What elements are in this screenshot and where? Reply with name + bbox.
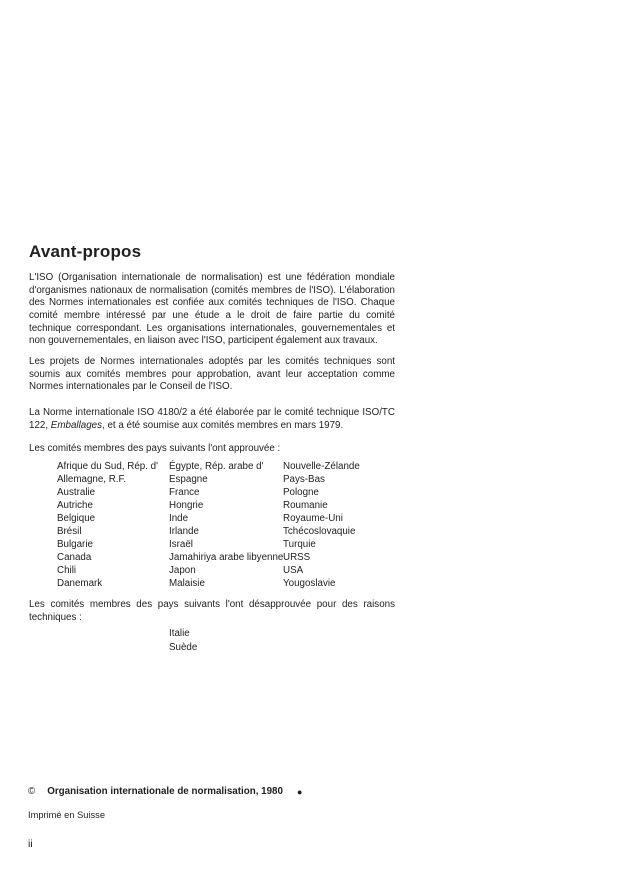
- paragraph-standard-origin-before: La Norme internationale ISO 4180/2 a été élaborée par le comité technique ISO/TC 122,: [29, 406, 395, 431]
- country-item: USA: [283, 565, 304, 576]
- country-item: Malaisie: [169, 578, 205, 589]
- approving-countries-list: [57, 460, 360, 590]
- country-item: Nouvelle-Zélande: [283, 461, 360, 472]
- country-item: Espagne: [169, 474, 208, 485]
- country-item: Australie: [57, 487, 96, 498]
- approving-countries-column-2: [169, 460, 283, 590]
- country-item: Danemark: [57, 578, 103, 589]
- section-title: Avant-propos: [29, 242, 142, 262]
- country-item: Pologne: [283, 487, 319, 498]
- country-item: Pays-Bas: [283, 474, 325, 485]
- country-item: Inde: [169, 513, 189, 524]
- paragraph-standard-origin-after: , et a été soumise aux comités membres en mars 1979.: [102, 419, 344, 431]
- disapproval-intro: Les comités membres des pays suivants l'ont désapprouvée pour des raisons techniques :: [29, 598, 395, 623]
- country-item: Belgique: [57, 513, 96, 524]
- disapproving-country: Italie: [169, 628, 190, 639]
- country-item: Hongrie: [169, 500, 204, 511]
- copyright-text: Organisation internationale de normalisation, 1980: [47, 786, 283, 797]
- printed-in-note: Imprimé en Suisse: [28, 810, 105, 820]
- copyright-icon: ©: [28, 786, 36, 797]
- country-item: Tchécoslovaquie: [283, 526, 356, 537]
- country-item: Bulgarie: [57, 539, 93, 550]
- country-item: Roumanie: [283, 500, 328, 511]
- paragraph-iso-description: L'ISO (Organisation internationale de normalisation) est une fédération mondiale d'organismes nationaux de normalisation (comités membres de l'ISO). L'élaboration des Normes internationales est confiée aux comités techniques de l'ISO. Chaque comité membre intéressé par une étude a le droit de faire partie du comité technique correspondant. Les organisations internationales, gouvernementales et non gouvernementales, en liaison avec l'ISO, participent également aux travaux.: [29, 271, 395, 347]
- committee-name-italic: Emballages: [50, 419, 102, 431]
- disapproving-country: Suède: [169, 641, 198, 653]
- approval-intro: Les comités membres des pays suivants l'ont approuvée :: [29, 442, 281, 454]
- registration-dot-icon: ●: [296, 786, 303, 797]
- disapproving-countries-list: [169, 627, 197, 654]
- approving-countries-column-3: [283, 460, 360, 590]
- country-item: Afrique du Sud, Rép. d': [57, 461, 158, 472]
- country-item: Irlande: [169, 526, 199, 537]
- country-item: Égypte, Rép. arabe d': [169, 461, 264, 472]
- country-item: Jamahiriya arabe libyenne: [169, 552, 284, 563]
- copyright-line: [28, 786, 302, 797]
- country-item: Brésil: [57, 526, 82, 537]
- country-item: URSS: [283, 552, 311, 563]
- country-item: Turquie: [283, 539, 316, 550]
- country-item: Israël: [169, 539, 193, 550]
- page-number: ii: [28, 838, 33, 850]
- country-item: Japon: [169, 565, 196, 576]
- country-item: Yougoslavie: [283, 578, 336, 589]
- paragraph-draft-process: Les projets de Normes internationales adoptés par les comités techniques sont soumis aux comités membres pour approbation, avant leur acceptation comme Normes internationales par le Conseil de l'ISO.: [29, 355, 395, 393]
- country-item: Canada: [57, 552, 92, 563]
- country-item: Royaume-Uni: [283, 513, 343, 524]
- country-item: Autriche: [57, 500, 93, 511]
- country-item: Allemagne, R.F.: [57, 474, 127, 485]
- paragraph-standard-origin: [29, 407, 395, 432]
- country-item: France: [169, 487, 200, 498]
- country-item: Chili: [57, 565, 77, 576]
- approving-countries-column-1: [57, 460, 169, 590]
